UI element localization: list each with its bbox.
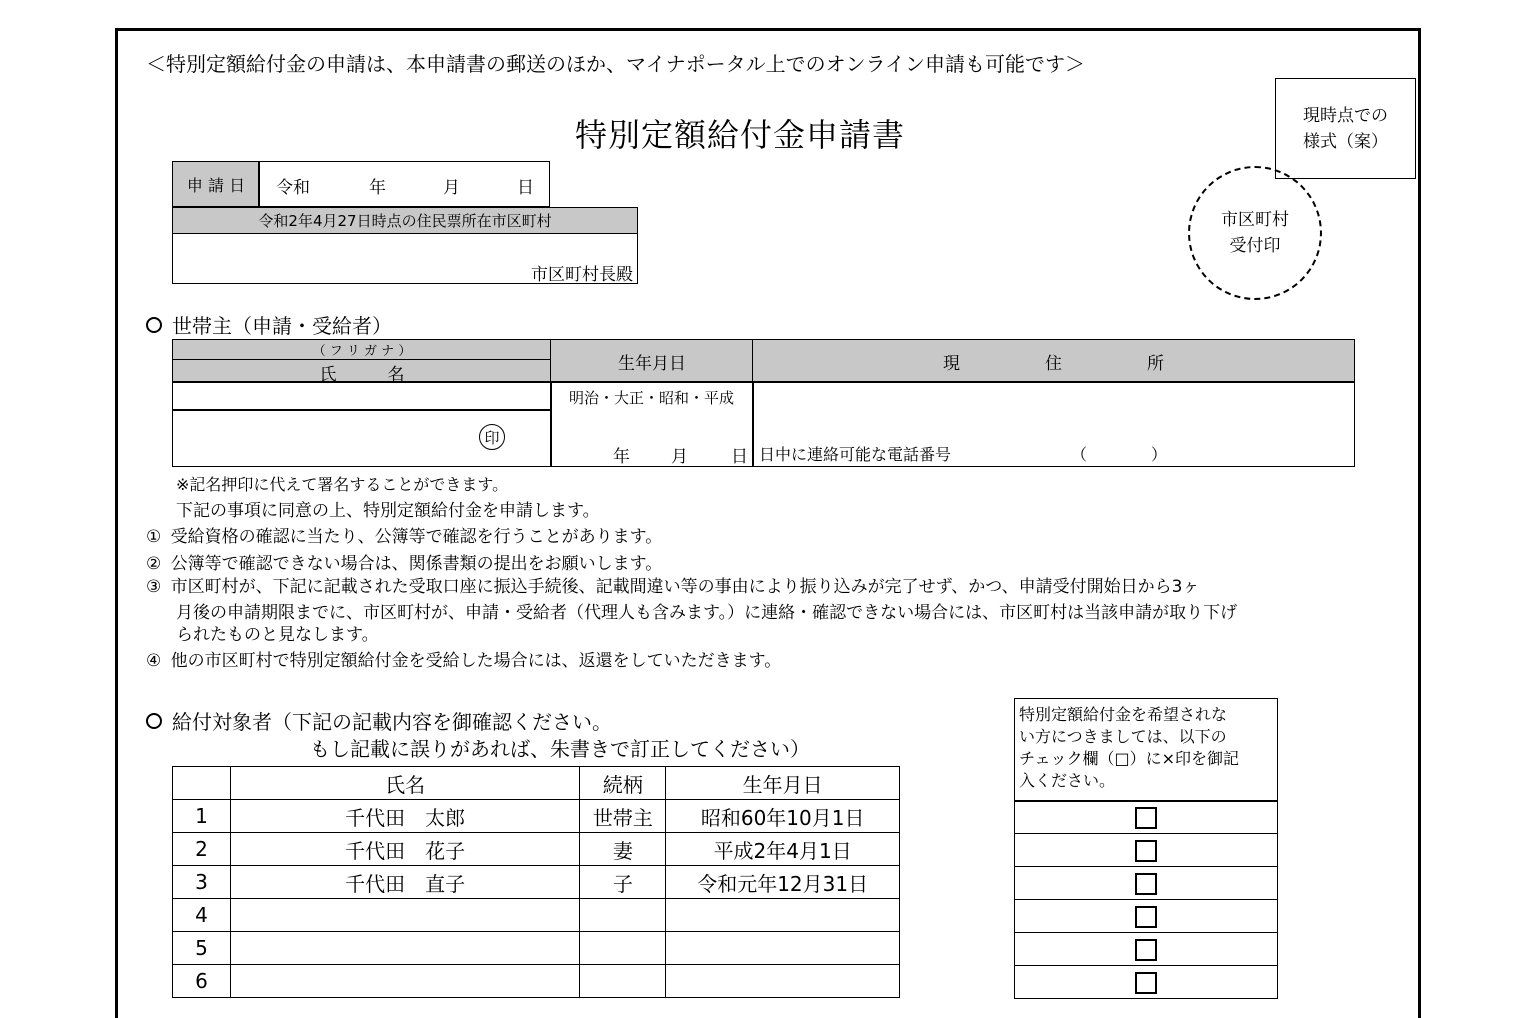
row-name[interactable] — [230, 899, 580, 932]
optout-line2: い方につきましては、以下の — [1019, 727, 1227, 746]
row-name[interactable]: 千代田 太郎 — [230, 800, 580, 833]
recipients-title-text: 給付対象者（下記の記載内容を御確認ください。 — [172, 710, 612, 734]
date-year: 年 — [369, 178, 386, 198]
stamp-line1: 市区町村 — [1221, 210, 1289, 230]
row-birth[interactable] — [666, 899, 900, 932]
row-birth[interactable] — [666, 932, 900, 965]
furigana-label: （ フ リ ガ ナ ） — [312, 344, 412, 359]
no-header — [173, 767, 231, 800]
householder-title-text: 世帯主（申請・受給者） — [172, 314, 392, 338]
note-text-3: 市区町村が、下記に記載された受取口座に振込手続後、記載間違い等の事由により振り込みが完了せず、かつ、申請受付開始日から3ヶ — [170, 577, 1200, 597]
table-row[interactable] — [173, 965, 900, 998]
phone-label: 日中に連絡可能な電話番号 — [759, 445, 952, 464]
note-item-2 — [146, 549, 662, 574]
row-relation[interactable] — [580, 932, 666, 965]
recipients-title-line2: もし記載に誤りがあれば、朱書きで訂正してください） — [310, 737, 810, 761]
date-day: 日 — [517, 178, 534, 198]
page-title: 特別定額給付金申請書 — [575, 116, 906, 154]
draft-label-line2: 様式（案） — [1303, 131, 1388, 152]
optout-cell — [1015, 900, 1278, 933]
row-relation[interactable] — [580, 965, 666, 998]
note-text-2: 公簿等で確認できない場合は、関係書類の提出をお願いします。 — [170, 554, 663, 574]
row-relation[interactable]: 世帯主 — [580, 800, 666, 833]
optout-line3: チェック欄（□）に×印を御記 — [1019, 749, 1240, 768]
addressee: 市区町村長殿 — [531, 265, 633, 285]
optout-cell — [1015, 933, 1278, 966]
optout-table — [1014, 800, 1278, 999]
furigana-input[interactable] — [172, 381, 552, 411]
bullet-circle-icon — [146, 317, 162, 333]
seal-icon: 印 — [479, 424, 505, 450]
optout-checkbox-5[interactable] — [1135, 939, 1157, 961]
row-no: 1 — [173, 800, 231, 833]
date-era: 令和 — [276, 178, 310, 198]
application-date-label: 申 請 日 — [172, 161, 260, 207]
note-num-4: ④ — [146, 651, 162, 671]
note-num-2: ② — [146, 554, 162, 574]
row-birth[interactable]: 昭和60年10月1日 — [666, 800, 900, 833]
recipients-table — [172, 766, 900, 998]
reception-stamp — [1188, 166, 1322, 300]
note-item-3-line2: 月後の申請期限までに、市区町村が、申請・受給者（代理人も含みます。）に連絡・確認できない場合には、市区町村は当該申請が取り下げ — [176, 603, 1238, 623]
birth-input[interactable] — [550, 381, 754, 467]
optout-checkbox-2[interactable] — [1135, 840, 1157, 862]
row-name[interactable]: 千代田 花子 — [230, 833, 580, 866]
optout-checkbox-4[interactable] — [1135, 906, 1157, 928]
name-col-header: 氏名 — [230, 767, 580, 800]
row-relation[interactable]: 子 — [580, 866, 666, 899]
name-header — [172, 339, 552, 383]
note-item-4 — [146, 646, 781, 671]
birth-year: 年 — [613, 447, 630, 467]
draft-label — [1275, 78, 1416, 179]
row-no: 2 — [173, 833, 231, 866]
birth-eras: 明治・大正・昭和・平成 — [569, 389, 735, 407]
address-input[interactable] — [752, 381, 1355, 467]
optout-line1: 特別定額給付金を希望されな — [1019, 705, 1228, 724]
date-month: 月 — [443, 178, 460, 198]
birth-day: 日 — [731, 447, 748, 467]
table-row[interactable] — [173, 899, 900, 932]
header-note: ＜特別定額給付金の申請は、本申請書の郵送のほか、マイナポータル上でのオンライン申請も可能です＞ — [146, 52, 1085, 76]
row-no: 3 — [173, 866, 231, 899]
table-row[interactable] — [173, 800, 900, 833]
municipality-field[interactable] — [172, 233, 638, 284]
municipality-header: 令和2年4月27日時点の住民票所在市区町村 — [172, 207, 638, 234]
consent-text: 下記の事項に同意の上、特別定額給付金を申請します。 — [176, 501, 600, 521]
bullet-circle-icon — [146, 713, 162, 729]
row-name[interactable] — [230, 965, 580, 998]
row-birth[interactable]: 令和元年12月31日 — [666, 866, 900, 899]
optout-checkbox-6[interactable] — [1135, 972, 1157, 994]
recipients-section-title — [146, 706, 612, 735]
address-header: 現 住 所 — [752, 339, 1355, 383]
name-input[interactable] — [172, 409, 552, 467]
note-item-3-line3: られたものと見なします。 — [176, 625, 379, 645]
row-no: 6 — [173, 965, 231, 998]
row-relation[interactable] — [580, 899, 666, 932]
note-num-1: ① — [146, 527, 162, 547]
note-text-4: 他の市区町村で特別定額給付金を受給した場合には、返還をしていただきます。 — [170, 651, 782, 671]
row-name[interactable] — [230, 932, 580, 965]
note-item-1 — [146, 522, 662, 547]
table-header-row — [173, 767, 900, 800]
optout-cell — [1015, 801, 1278, 834]
optout-cell — [1015, 966, 1278, 999]
signature-note: ※記名押印に代えて署名することができます。 — [176, 475, 509, 494]
optout-checkbox-1[interactable] — [1135, 807, 1157, 829]
row-birth[interactable]: 平成2年4月1日 — [666, 833, 900, 866]
note-num-3: ③ — [146, 577, 162, 597]
application-date-field[interactable] — [258, 161, 550, 207]
householder-section-title — [146, 310, 392, 339]
note-text-1: 受給資格の確認に当たり、公簿等で確認を行うことがあります。 — [170, 527, 663, 547]
row-name[interactable]: 千代田 直子 — [230, 866, 580, 899]
birth-header: 生年月日 — [550, 339, 754, 383]
stamp-line2: 受付印 — [1229, 236, 1281, 256]
row-relation[interactable]: 妻 — [580, 833, 666, 866]
row-no: 5 — [173, 932, 231, 965]
draft-label-line1: 現時点での — [1303, 105, 1388, 126]
row-birth[interactable] — [666, 965, 900, 998]
optout-line4: 入ください。 — [1019, 771, 1116, 790]
row-no: 4 — [173, 899, 231, 932]
birth-month: 月 — [671, 447, 688, 467]
optout-cell — [1015, 834, 1278, 867]
relation-col-header: 続柄 — [580, 767, 666, 800]
table-row[interactable] — [173, 833, 900, 866]
optout-cell — [1015, 867, 1278, 900]
name-label: 氏 名 — [319, 365, 405, 385]
table-row[interactable] — [173, 866, 900, 899]
phone-paren: （ ） — [1071, 445, 1168, 464]
optout-instructions — [1014, 698, 1278, 802]
optout-checkbox-3[interactable] — [1135, 873, 1157, 895]
note-item-3 — [146, 576, 1199, 598]
birth-col-header: 生年月日 — [666, 767, 900, 800]
table-row[interactable] — [173, 932, 900, 965]
